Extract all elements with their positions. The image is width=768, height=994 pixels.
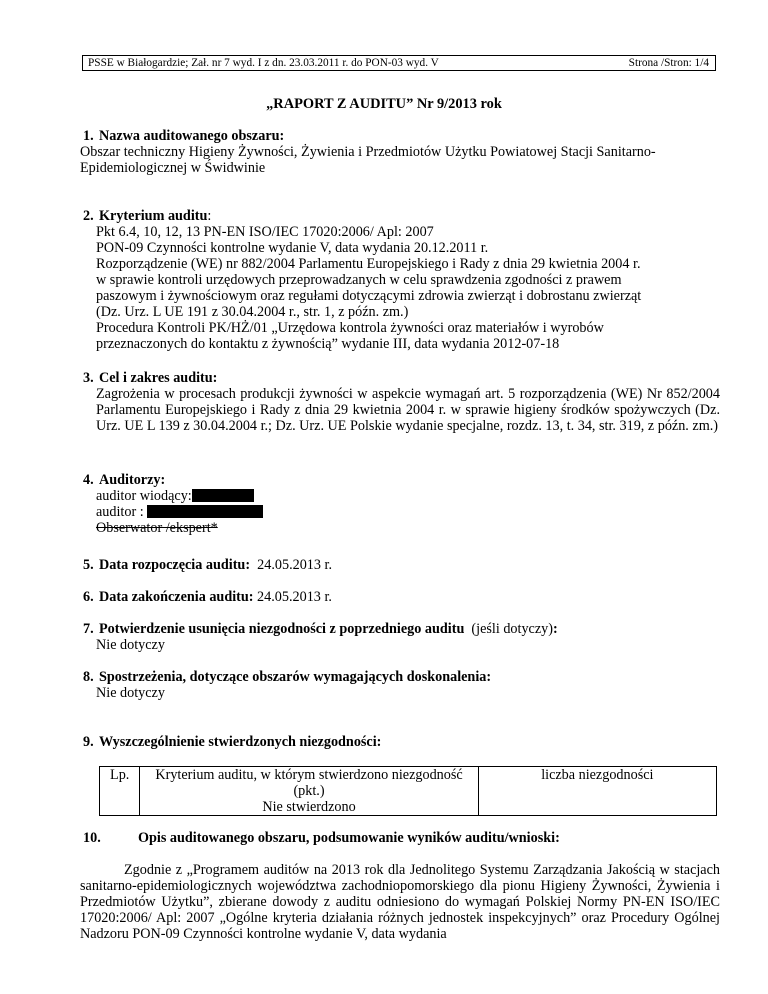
page-header xyxy=(82,55,716,71)
criterion-line: Rozporządzenie (WE) nr 882/2004 Parlamentu Europejskiego i Rady z dnia 29 kwietnia 2004 r. xyxy=(96,256,641,272)
section-6 xyxy=(80,589,720,605)
criterion-line: przeznaczonych do kontaktu z żywnością” wydanie III, data wydania 2012-07-18 xyxy=(96,336,560,352)
section-heading: Potwierdzenie usunięcia niezgodności z poprzedniego auditu xyxy=(99,621,465,637)
section-heading: Data zakończenia auditu: xyxy=(99,589,254,605)
header-page-number: Strona /Stron: 1/4 xyxy=(628,57,709,69)
section-number: 4. xyxy=(83,472,94,488)
section-10 xyxy=(80,830,720,942)
section-number: 3. xyxy=(83,370,94,386)
header-reference: PSSE w Białogardzie; Zał. nr 7 wyd. I z dn. 23.03.2011 r. do PON-03 wyd. V xyxy=(88,57,439,69)
section-number: 1. xyxy=(83,128,94,144)
column-header-criterion-text: Kryterium auditu, w którym stwierdzono niezgodność (pkt.) xyxy=(155,767,463,799)
section-heading: Spostrzeżenia, dotyczące obszarów wymagających doskonalenia: xyxy=(99,669,492,685)
section-heading: Data rozpoczęcia auditu: xyxy=(99,557,251,573)
section-text: Zgodnie z „Programem auditów na 2013 rok dla Jednolitego Systemu Zarządzania Jakością w stacjach sanitarno-epidemiologicznych województwa zachodniopomorskiego dla pionu Higieny Żywności, Żywienia i Przedmiotów Użytku”, zbierane dowody z auditu odniesiono do wymagań Polskiej Normy PN-EN ISO/IEC 17020:2006/ Apl: 2007 „Ogólne kryteria działania różnych jednostek inspekcyjnych” oraz Procedury Ogólnej Nadzoru PON-09 Czynności kontrolne wydanie V, data wydania xyxy=(80,862,720,942)
column-header-criterion xyxy=(140,767,478,816)
section-heading: Opis auditowanego obszaru, podsumowanie wyników auditu/wnioski: xyxy=(138,830,560,846)
heading-note: (jeśli dotyczy) xyxy=(464,621,553,637)
section-7 xyxy=(80,621,720,653)
section-heading: Cel i zakres auditu: xyxy=(99,370,218,386)
redacted-name xyxy=(192,489,254,502)
auditor-line xyxy=(80,504,720,520)
start-date: 24.05.2013 r. xyxy=(250,557,333,573)
report-title: „RAPORT Z AUDITU” Nr 9/2013 rok xyxy=(266,96,502,112)
section-text: Epidemiologicznej w Świdwinie xyxy=(80,160,266,176)
section-heading: Wyszczególnienie stwierdzonych niezgodności: xyxy=(99,734,382,750)
section-text: Zagrożenia w procesach produkcji żywności w aspekcie wymagań art. 5 rozporządzenia (WE) Nr 852/2004 Parlamentu Europejskiego i Rady z dnia 29 kwietnia 2004 r. w sprawie higieny środków spożywczych (Dz. Urz. UE L 139 z 30.04.2004 r.; Dz. Urz. UE Polskie wydanie specjalne, rozdz. 13, t. 34, str. 319, z późn. zm.) xyxy=(96,386,720,434)
lead-auditor-line xyxy=(80,488,720,504)
heading-colon: : xyxy=(207,208,212,224)
lead-auditor-label: auditor wiodący: xyxy=(96,488,192,504)
column-header-lp: Lp. xyxy=(100,767,140,816)
section-9 xyxy=(80,734,720,750)
section-number: 10. xyxy=(83,830,101,846)
section-value: Nie dotyczy xyxy=(96,685,165,701)
redacted-name xyxy=(147,505,263,518)
section-value: Nie dotyczy xyxy=(96,637,165,653)
section-number: 2. xyxy=(83,208,94,224)
section-heading: Kryterium auditu xyxy=(99,208,208,224)
criterion-line: Pkt 6.4, 10, 12, 13 PN-EN ISO/IEC 17020:2006/ Apl: 2007 xyxy=(96,224,434,240)
section-2 xyxy=(80,208,720,352)
section-3 xyxy=(80,370,720,434)
section-number: 8. xyxy=(83,669,94,685)
auditor-label: auditor : xyxy=(96,504,144,520)
criterion-line: PON-09 Czynności kontrolne wydanie V, data wydania 20.12.2011 r. xyxy=(96,240,489,256)
criterion-line: w sprawie kontroli urzędowych przeprowadzanych w celu sprawdzenia zgodności z prawem xyxy=(96,272,622,288)
table-header-row xyxy=(100,767,717,816)
section-5 xyxy=(80,557,720,573)
section-heading: Auditorzy: xyxy=(99,472,166,488)
heading-colon: : xyxy=(552,621,558,637)
section-8 xyxy=(80,669,720,701)
nonconformity-table xyxy=(99,766,717,816)
section-heading: Nazwa auditowanego obszaru: xyxy=(99,128,285,144)
section-text: Obszar techniczny Higieny Żywności, Żywienia i Przedmiotów Użytku Powiatowej Stacji Sanitarno- xyxy=(80,144,656,160)
criterion-line: (Dz. Urz. L UE 191 z 30.04.2004 r., str. 1, z późn. zm.) xyxy=(96,304,409,320)
section-number: 7. xyxy=(83,621,94,637)
section-number: 6. xyxy=(83,589,94,605)
section-number: 5. xyxy=(83,557,94,573)
table-row-value: Nie stwierdzono xyxy=(262,799,356,815)
observer-label: Obserwator /ekspert* xyxy=(96,520,218,536)
criterion-line: Procedura Kontroli PK/HŻ/01 „Urzędowa kontrola żywności oraz materiałów i wyrobów xyxy=(96,320,604,336)
section-1 xyxy=(80,128,720,176)
section-number: 9. xyxy=(83,734,94,750)
criterion-line: paszowym i żywnościowym oraz regułami dotyczącymi zdrowia zwierząt i dobrostanu zwierząt xyxy=(96,288,642,304)
section-4 xyxy=(80,472,720,536)
end-date: 24.05.2013 r. xyxy=(253,589,332,605)
column-header-count: liczba niezgodności xyxy=(478,767,716,816)
